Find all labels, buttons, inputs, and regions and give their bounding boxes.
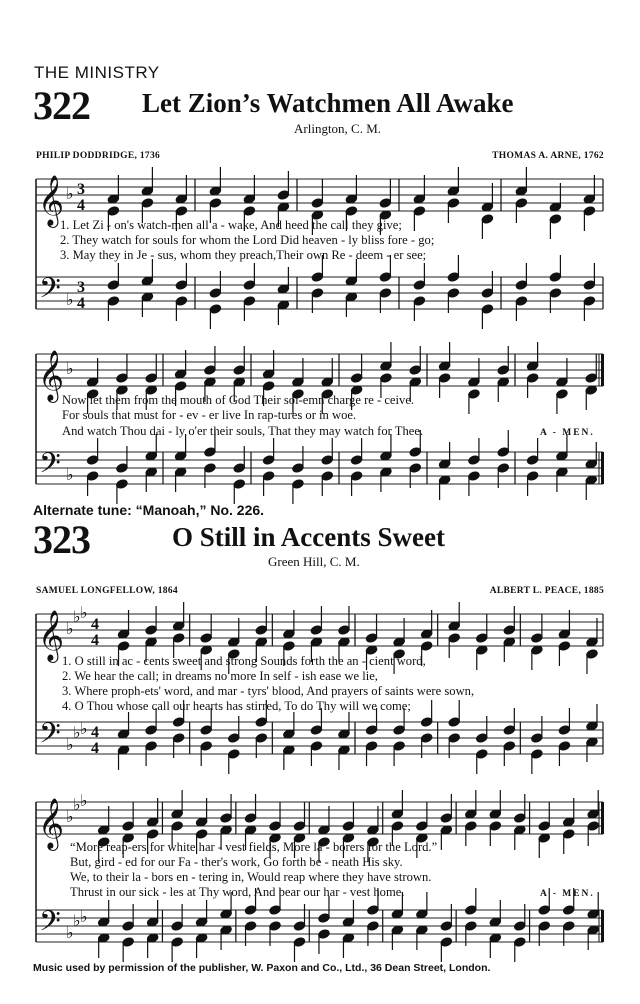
lyric-line: Thrust in our sick - les at Thy word, And bear our har - vest home. <box>70 885 405 899</box>
note-head <box>538 821 550 831</box>
note-head <box>116 463 128 473</box>
note-head <box>481 304 493 314</box>
note-head <box>209 304 221 314</box>
note-head <box>107 206 119 216</box>
note-head <box>365 741 377 751</box>
note-head <box>122 937 134 947</box>
note-head <box>293 821 305 831</box>
note-head <box>481 214 493 224</box>
note-head <box>255 717 267 727</box>
note-head <box>141 198 153 208</box>
note-head <box>465 821 477 831</box>
bass-clef: 𝄢 <box>39 905 61 945</box>
note-head <box>481 288 493 298</box>
note-head <box>310 625 322 635</box>
note-head <box>526 373 538 383</box>
time-signature: 3 <box>77 181 85 198</box>
time-signature: 4 <box>91 616 99 633</box>
note-head <box>365 633 377 643</box>
note-head <box>549 272 561 282</box>
note-head <box>468 389 480 399</box>
note-head <box>558 725 570 735</box>
lyric-line: We, to their la - bors en - tering in, Would reap where they have strown. <box>70 870 432 884</box>
note-head <box>310 741 322 751</box>
note-head <box>448 633 460 643</box>
note-head <box>311 272 323 282</box>
flat-sign: ♭ <box>80 791 88 810</box>
music-credit: THOMAS A. ARNE, 1762 <box>492 151 604 161</box>
note-head <box>204 447 216 457</box>
note-head <box>531 633 543 643</box>
note-head <box>409 365 421 375</box>
lyric-line: Now let them from the mouth of God Their sol-emn charge re - ceive. <box>62 393 415 407</box>
note-head <box>116 373 128 383</box>
note-head <box>409 447 421 457</box>
flat-sign: ♭ <box>73 795 81 814</box>
note-head <box>448 733 460 743</box>
note-head <box>380 373 392 383</box>
note-head <box>556 389 568 399</box>
note-head <box>448 717 460 727</box>
note-head <box>476 633 488 643</box>
note-head <box>421 733 433 743</box>
note-head <box>342 821 354 831</box>
note-head <box>228 749 240 759</box>
note-head <box>255 625 267 635</box>
hymn-number: 323 <box>33 517 90 562</box>
note-head <box>145 725 157 735</box>
note-head <box>558 741 570 751</box>
flat-sign: ♭ <box>80 719 88 738</box>
note-head <box>549 214 561 224</box>
note-head <box>283 641 295 651</box>
hymn-number: 322 <box>33 83 90 128</box>
tune-name: Arlington, C. M. <box>294 121 382 136</box>
flat-sign: ♭ <box>66 923 74 942</box>
note-head <box>421 717 433 727</box>
note-head <box>514 921 526 931</box>
note-head <box>195 829 207 839</box>
flat-sign: ♭ <box>73 607 81 626</box>
note-head <box>531 733 543 743</box>
note-head <box>583 296 595 306</box>
note-head <box>262 381 274 391</box>
note-head <box>558 641 570 651</box>
note-head <box>244 905 256 915</box>
flat-sign: ♭ <box>80 603 88 622</box>
note-head <box>269 921 281 931</box>
note-head <box>292 463 304 473</box>
amen-label: A - MEN. <box>540 889 595 899</box>
note-head <box>175 296 187 306</box>
time-signature: 4 <box>77 295 85 312</box>
note-head <box>145 741 157 751</box>
note-head <box>421 641 433 651</box>
note-head <box>563 921 575 931</box>
note-head <box>465 921 477 931</box>
lyric-line: 3. May they in Je - sus, whom they preach,Their own Re - deem - er see; <box>60 248 427 262</box>
note-head <box>321 471 333 481</box>
note-head <box>228 733 240 743</box>
note-head <box>255 733 267 743</box>
note-head <box>293 937 305 947</box>
note-head <box>393 741 405 751</box>
note-head <box>549 288 561 298</box>
note-head <box>200 741 212 751</box>
words-credit: PHILIP DODDRIDGE, 1736 <box>36 151 161 161</box>
note-head <box>503 741 515 751</box>
note-head <box>209 198 221 208</box>
treble-clef: 𝄞 <box>38 798 65 849</box>
note-head <box>476 733 488 743</box>
note-head <box>209 288 221 298</box>
note-head <box>563 905 575 915</box>
treble-clef: 𝄞 <box>38 175 65 226</box>
note-head <box>476 749 488 759</box>
section-header: THE MINISTRY <box>34 63 160 82</box>
note-head <box>438 373 450 383</box>
note-head <box>526 455 538 465</box>
flat-sign: ♭ <box>66 465 74 484</box>
note-head <box>86 455 98 465</box>
treble-clef: 𝄞 <box>38 350 65 401</box>
note-head <box>379 198 391 208</box>
note-head <box>447 198 459 208</box>
final-barline <box>601 910 604 942</box>
note-head <box>145 373 157 383</box>
final-barline <box>601 452 604 484</box>
note-head <box>489 821 501 831</box>
note-head <box>538 905 550 915</box>
note-head <box>262 455 274 465</box>
flat-sign: ♭ <box>73 723 81 742</box>
lyric-line: 4. O Thou whose call our hearts has stirred, To do Thy will we come; <box>62 699 411 713</box>
note-head <box>345 206 357 216</box>
note-head <box>145 625 157 635</box>
note-head <box>122 821 134 831</box>
note-head <box>269 905 281 915</box>
note-head <box>379 272 391 282</box>
final-barline <box>601 354 604 386</box>
note-head <box>526 471 538 481</box>
note-head <box>175 206 187 216</box>
bass-clef: 𝄢 <box>39 447 61 487</box>
note-head <box>311 198 323 208</box>
note-head <box>173 717 185 727</box>
note-head <box>338 625 350 635</box>
note-head <box>586 649 598 659</box>
note-head <box>174 381 186 391</box>
note-head <box>468 455 480 465</box>
flat-sign: ♭ <box>66 735 74 754</box>
note-head <box>244 921 256 931</box>
music-credit: ALBERT L. PEACE, 1885 <box>489 586 604 596</box>
note-head <box>515 280 527 290</box>
note-head <box>277 190 289 200</box>
note-head <box>173 733 185 743</box>
note-head <box>116 479 128 489</box>
note-head <box>86 471 98 481</box>
note-head <box>318 913 330 923</box>
note-head <box>204 463 216 473</box>
note-head <box>367 921 379 931</box>
note-head <box>538 921 550 931</box>
note-head <box>243 280 255 290</box>
alternate-tune: Alternate tune: “Manoah,” No. 226. <box>33 502 265 518</box>
note-head <box>200 725 212 735</box>
note-head <box>243 296 255 306</box>
note-head <box>514 813 526 823</box>
note-head <box>269 821 281 831</box>
note-head <box>465 905 477 915</box>
amen-label: A - MEN. <box>540 428 595 438</box>
note-head <box>468 471 480 481</box>
note-head <box>563 829 575 839</box>
note-head <box>350 373 362 383</box>
note-head <box>393 725 405 735</box>
note-head <box>367 905 379 915</box>
note-head <box>413 206 425 216</box>
note-head <box>583 280 595 290</box>
flat-sign: ♭ <box>66 290 74 309</box>
note-head <box>147 829 159 839</box>
note-head <box>262 471 274 481</box>
note-head <box>293 921 305 931</box>
lyric-line: 3. Where proph-ets' word, and mar - tyrs' blood, And prayers of saints were sown, <box>62 684 475 698</box>
lyric-line: 2. We hear the call; in dreams no more In self - ish ease we lie, <box>62 669 378 683</box>
time-signature: 4 <box>91 632 99 649</box>
note-head <box>440 921 452 931</box>
note-head <box>497 463 509 473</box>
note-head <box>413 280 425 290</box>
note-head <box>107 296 119 306</box>
lyric-line: 1. Let Zi - on's watch-men all a - wake, And heed the call they give; <box>60 218 402 232</box>
note-head <box>311 288 323 298</box>
treble-clef: 𝄞 <box>38 610 65 661</box>
note-head <box>204 365 216 375</box>
note-head <box>497 365 509 375</box>
time-signature: 3 <box>77 279 85 296</box>
note-head <box>233 479 245 489</box>
note-head <box>531 749 543 759</box>
hymn-title: Let Zion’s Watchmen All Awake <box>142 88 514 118</box>
note-head <box>200 633 212 643</box>
flat-sign: ♭ <box>66 619 74 638</box>
note-head <box>292 479 304 489</box>
note-head <box>350 471 362 481</box>
note-head <box>585 373 597 383</box>
note-head <box>391 821 403 831</box>
note-head <box>447 272 459 282</box>
time-signature: 4 <box>91 724 99 741</box>
note-head <box>310 725 322 735</box>
lyric-line: And watch Thou dai - ly o'er their souls, That they may watch for Thee. <box>62 424 424 438</box>
note-head <box>107 280 119 290</box>
note-head <box>233 365 245 375</box>
time-signature: 4 <box>91 740 99 757</box>
note-head <box>350 455 362 465</box>
note-head <box>409 463 421 473</box>
note-head <box>243 206 255 216</box>
note-head <box>233 463 245 473</box>
lyric-line: For souls that must for - ev - er live In rap-tures or in woe. <box>62 408 357 422</box>
note-head <box>171 921 183 931</box>
note-head <box>244 813 256 823</box>
note-head <box>413 296 425 306</box>
time-signature: 4 <box>77 197 85 214</box>
lyric-line: 2. They watch for souls for whom the Lord Did heaven - ly bliss fore - go; <box>60 233 435 247</box>
note-head <box>379 288 391 298</box>
note-head <box>321 455 333 465</box>
footer-credit: Music used by permission of the publisher, W. Paxon and Co., Ltd., 36 Dean Street, London. <box>33 962 491 974</box>
note-head <box>503 725 515 735</box>
note-head <box>173 633 185 643</box>
note-head <box>171 937 183 947</box>
note-head <box>440 813 452 823</box>
note-head <box>440 937 452 947</box>
note-head <box>447 288 459 298</box>
bass-clef: 𝄢 <box>39 272 61 312</box>
note-head <box>365 725 377 735</box>
note-head <box>416 821 428 831</box>
note-head <box>515 198 527 208</box>
note-head <box>220 813 232 823</box>
note-head <box>117 641 129 651</box>
flat-sign: ♭ <box>73 911 81 930</box>
note-head <box>318 929 330 939</box>
words-credit: SAMUEL LONGFELLOW, 1864 <box>36 586 178 596</box>
final-barline <box>601 802 604 834</box>
note-head <box>122 921 134 931</box>
hymn-title: O Still in Accents Sweet <box>172 522 445 552</box>
tune-name: Green Hill, C. M. <box>268 554 360 569</box>
note-head <box>587 821 599 831</box>
flat-sign: ♭ <box>66 359 74 378</box>
lyric-line: 1. O still in ac - cents sweet and strong Sounds forth the an - cient word, <box>62 654 426 668</box>
lyric-line: But, gird - ed for our Fa - ther's work, Go forth be - neath His sky. <box>70 855 403 869</box>
bass-clef: 𝄢 <box>39 717 61 757</box>
note-head <box>171 821 183 831</box>
note-head <box>514 937 526 947</box>
note-head <box>503 625 515 635</box>
note-head <box>497 447 509 457</box>
lyric-line: “More reap-ers for white har - vest fields, More la - borers for the Lord.” <box>70 840 438 854</box>
note-head <box>583 206 595 216</box>
note-head <box>515 296 527 306</box>
flat-sign: ♭ <box>66 184 74 203</box>
flat-sign: ♭ <box>66 807 74 826</box>
note-head <box>175 280 187 290</box>
flat-sign: ♭ <box>80 907 88 926</box>
